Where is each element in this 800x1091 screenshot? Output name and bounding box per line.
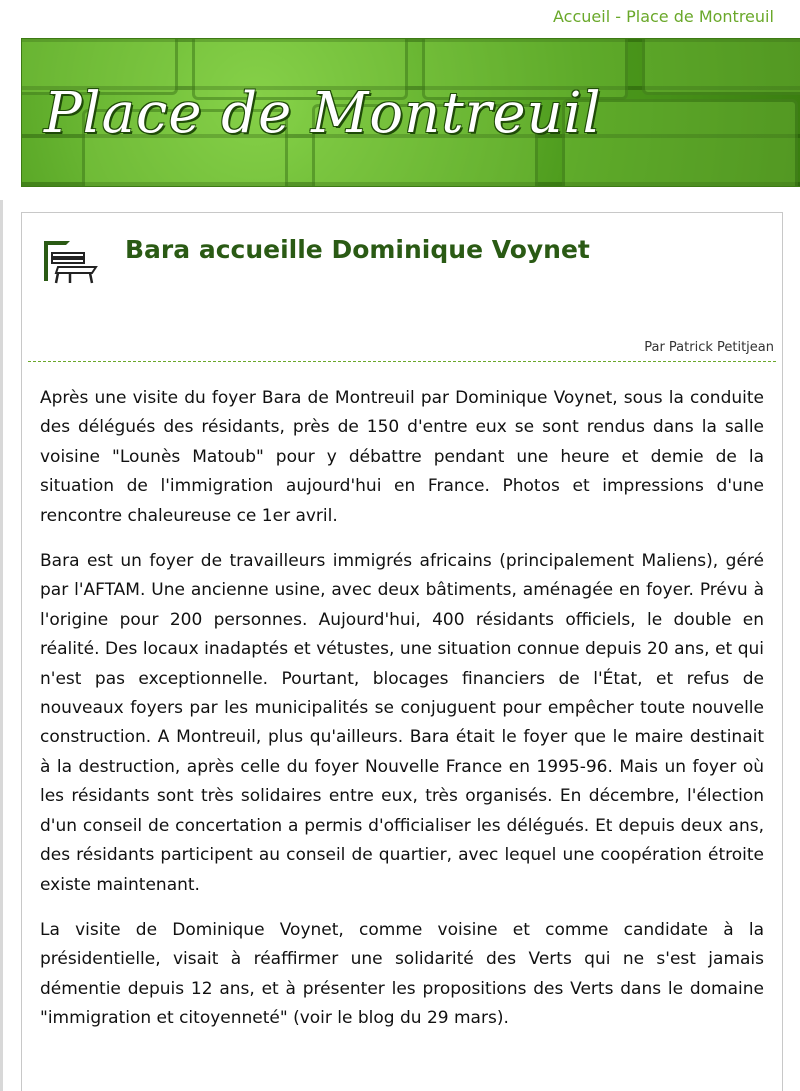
bench-icon [40,237,100,285]
breadcrumb-current-link[interactable]: Place de Montreuil [626,7,774,26]
article-paragraph: La visite de Dominique Voynet, comme voisine et comme candidate à la présidentielle, visait à réaffirmer une solidarité des Verts qui ne s'est jamais démentie depuis 12 ans, et à présenter les propositions des Verts dans le domaine "immigration et citoyenneté" (voir le blog du 29 mars). [40,919,764,1029]
breadcrumb [553,7,774,26]
article-panel [21,212,783,1091]
article-title: Bara accueille Dominique Voynet [125,235,590,264]
article-paragraph: Après une visite du foyer Bara de Montreuil par Dominique Voynet, sous la conduite des délégués des résidants, près de 150 d'entre eux se sont rendus dans la salle voisine "Lounès Matoub" pour y débattre pendant une heure et demie de la situation de l'immigration aujourd'hui en France. Photos et impressions d'une rencontre chaleureuse ce 1er avril. [40,388,764,526]
banner-title: Place de Montreuil [44,81,602,146]
article-body [40,384,764,1050]
breadcrumb-separator: - [615,7,622,26]
breadcrumb-home-link[interactable]: Accueil [553,7,611,26]
left-divider [0,200,3,1091]
article-paragraph: Bara est un foyer de travailleurs immigrés africains (principalement Maliens), géré par l'AFTAM. Une ancienne usine, avec deux bâtiments, aménagée en foyer. Prévu à l'origine pour 200 personnes. Aujourd'hui, 400 résidants officiels, le double en réalité. Des locaux inadaptés et vétustes, une situation connue depuis 20 ans, et qui n'est pas exceptionnelle. Pourtant, blocages financiers de l'État, et refus de nouveaux foyers par les municipalités se conjuguent pour empêcher toute nouvelle construction. A Montreuil, plus qu'ailleurs. Bara était le foyer que le maire destinait à la destruction, après celle du foyer Nouvelle France en 1995-96. Mais un foyer où les résidants sont très solidaires entre eux, très organisés. En décembre, l'élection d'un conseil de concertation a permis d'officialiser les délégués. Et depuis deux ans, des résidants participent au conseil de quartier, avec lequel une coopération étroite existe maintenant. [40,551,764,895]
site-banner [21,38,800,187]
article-byline: Par Patrick Petitjean [644,340,774,355]
title-divider [28,361,776,362]
